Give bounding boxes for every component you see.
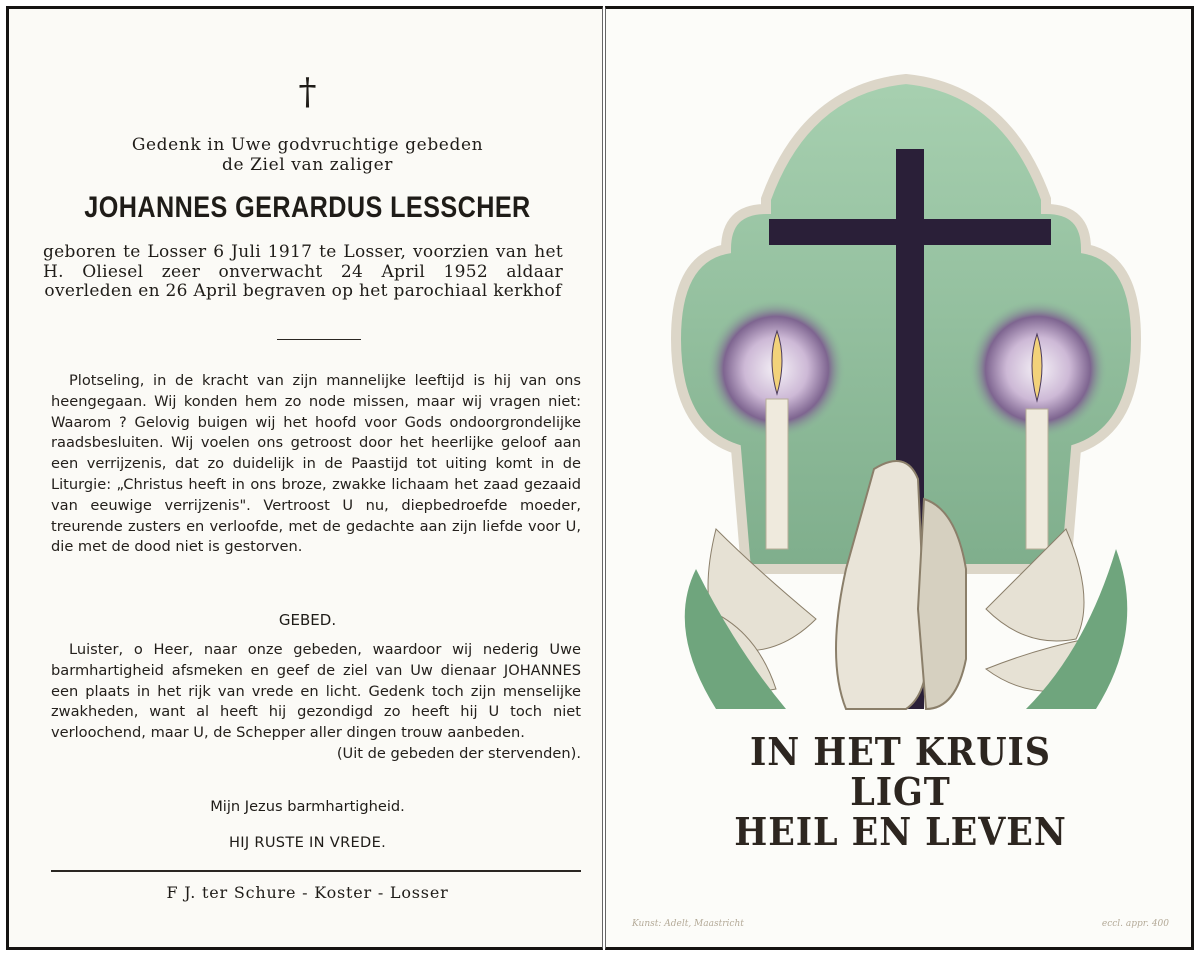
image-panel <box>605 6 1194 950</box>
artist-credit: Kunst: Adelt, Maastricht <box>632 919 744 929</box>
motto-line-3: HEIL EN LEVEN <box>734 809 1067 854</box>
closing-rest: HIJ RUSTE IN VREDE. <box>228 834 387 851</box>
motto-line-1: IN HET KRUIS <box>750 729 1051 774</box>
approval-note: eccl. appr. 400 <box>1101 919 1169 929</box>
text-panel <box>6 6 603 950</box>
deceased-name: JOHANNES GERARDUS LESSCHER <box>84 191 531 224</box>
intro-line-1: Gedenk in Uwe godvruchtige gebeden <box>131 135 484 155</box>
printer-credit: F J. ter Schure - Koster - Losser <box>166 883 449 902</box>
closing-invocation: Mijn Jezus barmhartigheid. <box>210 798 405 815</box>
intro-line-2: de Ziel van zaliger <box>221 155 394 175</box>
prayer-title: GEBED. <box>278 611 337 629</box>
prayer-source: (Uit de gebeden der stervenden). <box>336 744 581 762</box>
divider-short <box>277 339 361 340</box>
prayer-text: Luister, o Heer, naar onze gebeden, waardoor wij nederig Uwe barmhartigheid afsmeken en geef de ziel van Uw dienaar JOHANNES een plaats in het rijk van vrede en licht. Gedenk toch zijn menselijke zwakheden, want al heeft hij gezondigd zo heeft hij U toch niet verloochend, maar U, de Schepper aller dingen trouw aanbeden. <box>51 641 581 742</box>
divider-long <box>51 870 581 872</box>
intro-text <box>29 135 586 175</box>
prayer-block <box>51 640 581 765</box>
motto-line-2: LIGT <box>850 769 951 814</box>
cross-symbol: † <box>298 72 317 113</box>
cross-candles-illustration <box>606 9 1195 729</box>
life-dates: geboren te Losser 6 Juli 1917 te Losser, voorzien van het H. Oliesel zeer onverwacht 24 April 1952 aldaar overleden en 26 April begraven op het parochiaal kerkhof <box>43 242 563 301</box>
memorial-card <box>6 6 1194 950</box>
memorial-paragraph: Plotseling, in de kracht van zijn mannelijke leeftijd is hij van ons heengegaan. Wij konden hem zo node missen, maar wij vragen niet: Waarom ? Gelovig buigen wij het hoofd voor Gods ondoorgrondelijke raadsbesluiten. Wij voelen ons getroost door het heerlijke geloof aan een verrijzenis, dat zo duidelijk in de Paastijd tot uiting komt in de Liturgie: „Christus heeft in ons broze, zwakke lichaam het zaad gezaaid van eeuwige verrijzenis". Vertroost U nu, diepbedroefde moeder, treurende zusters en verloofde, met de gedachte aan zijn liefde voor U, die met de dood niet is gestorven. <box>51 372 581 556</box>
